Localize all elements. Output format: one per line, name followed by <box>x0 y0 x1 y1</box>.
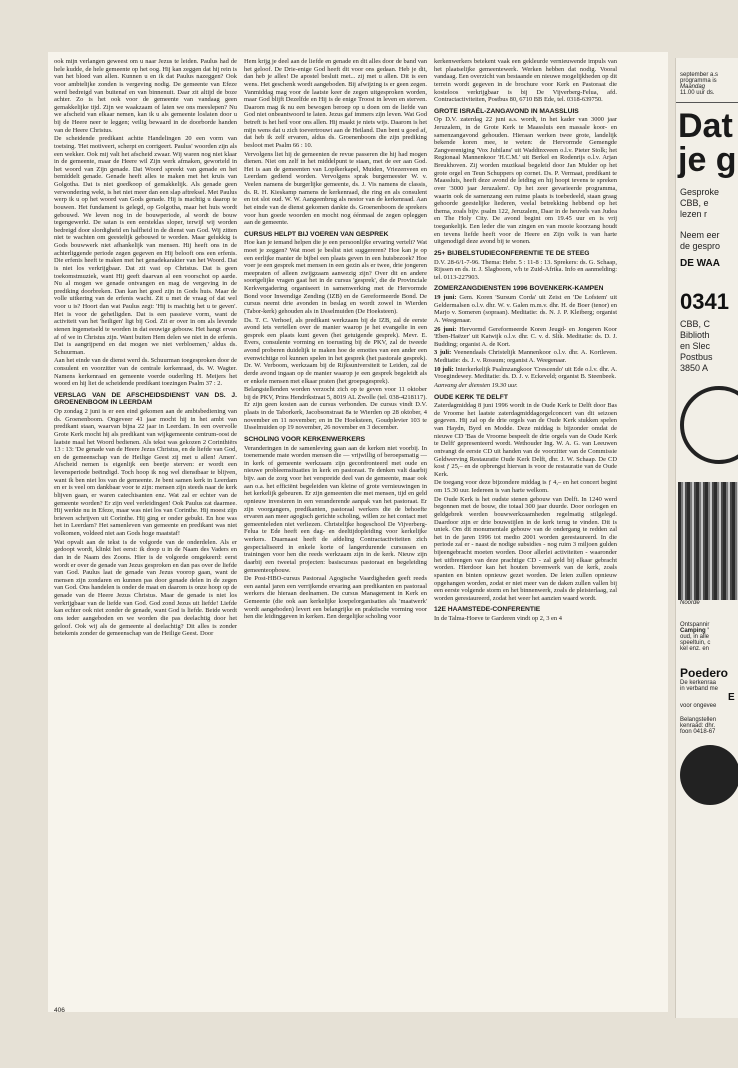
ad-text: DE WAA <box>680 258 720 269</box>
ad-address: 3850 A <box>680 363 709 373</box>
ad-address: en Slec <box>680 341 711 351</box>
page-number: 406 <box>54 1007 65 1014</box>
schedule-text: Hervormd Gereformeerde Koren Jeugd- en Jongeren Koor 'Eben-Haëzer' uit Katwijk o.l.v. dhr. C. v. d. Slik. Meditatie: ds. D. J. Budding; organist A. de Kort. <box>434 325 617 348</box>
schedule-text: Interkerkelijk Psalmzangkoor 'Crescendo' uit Ede o.l.v. dhr. A. Vroegindewey. Meditatie: ds. D. J. v. Eckeveld; organist B. Steenbeek. <box>434 365 617 381</box>
schedule-note <box>434 382 617 390</box>
ad-text: CBB, e <box>680 198 709 208</box>
paragraph: ook mijn verlangen geweest om u naar Jezus te leiden. Paulus had de hele kudde, de hele gemeente op het oog. Hij kan zeggen dat hij rein is van het bloed van allen. Kunnen u en ik dat Paulus nazeggen? Ook voor ambtelijke zonden is vergeving nodig. De gemeente van Efeze werd bedreigd van buitenaf en van binnenuit. Daar zit altijd de boze achter. Zo is het ook voor de gemeente van vandaag geen gemakkelijke tijd. Zijn we waakzaam of laten we ons meeslepen? Nu we afscheid van elkaar nemen, kan ik u als gemeente loslaten door u bij de Heere neer te leggen; veilig bewaard in de doorborde handen van de Heere Christus. <box>54 58 237 134</box>
ad-text: Neem eer <box>680 230 720 240</box>
paragraph: Op D.V. zaterdag 22 juni a.s. wordt, in het kader van 3000 jaar Jeruzalem, in de Grote Kerk te Maassluis een massale koor- en samenzangavond gehouden. Hieraan werken twee grote, landelijk bekende koren mee, te weten: de Hervormde Gemengde Zangvereniging 'Vox Jubilans' uit Waddinxveen o.l.v. Pieter Stolk; het Regionaal Mannenkoor 'H.C.M.' uit Berkel en Rodenrijs o.l.v. Arjan Breukhoven. Zij worden muzikaal begeleid door Jan Mulder op het grote orgel en Teun Schuppers op cornet. Ds. P. Vermaat, predikant te Maassluis, heeft deze avond de leiding en hij hoopt tevens te spreken over '3000 jaar Jeruzalem'. Op het zeer gevarieerde programma, waarin ook de samenzang een ruime plaats is toebedeeld, staan graag gehoorde geestelijke liederen, veelal betrekking hebbend op het thema, zoals bijv. psalm 122, Jeruzalem, Daar in de heuvels van Judea en The Holy City. De avond begint om 19.45 uur en is vrij toegankelijk. Een leder die van zingen en van mooie koorzang houdt en tevens liefde heeft voor de Heere en Zijn volk is van harte uitgenodigd deze avond bij te wonen. <box>434 116 617 246</box>
ad-text: De kerkenraa <box>680 680 717 686</box>
schedule-note-text: Aanvang der diensten 19.30 uur. <box>434 381 518 389</box>
paragraph: Aan het einde van de dienst werd ds. Schuurman toegesproken door de consulent en voorzitter van de centrale kerkenraad, ds. W. Wagter. Namens kerkenraad en gemeente voerde ouderling H. Meijers het woord en hij liet de scheidende predikant toezingen Psalm 37 : 2. <box>54 357 237 388</box>
paragraph: Vervolgens liet hij de gemeenten de revue passeren die hij had mogen dienen. Niet om zelf in het middelpunt te staan, met de eer aan God. Het is aan de gemeenten van Lopikerkapel, Muiden, Vriezenveen en Leerdam gediend worden. Vervolgens sprak burgemeester W. v. Veelen namens de burgerlijke gemeente, ds. J. Vis namens de classis, ds. R. H. Kieskamp namens de kerkenraad, die ring en als consulent en tot slot oud. W. W. Aangeenbrug als nestor van de kerkenraad. Aan het einde van de dienst gekomen dankte ds. Groenenboom de sprekers voor hun goede woorden en mocht nog éénmaal de zegen opleggen aan de gemeente. <box>244 150 427 227</box>
ad-text: Gesproke <box>680 187 720 197</box>
paragraph: D.V. 28-6/1-7-96. Thema: Hebr. 5 : 11-8 : 13. Sprekers: ds. G. Schaap, Rijssen en ds. ir. J. Slagboom, v/h te Zuid-Afrika. Info en aanmelding: tel. 0113-227903. <box>434 258 617 281</box>
paragraph: De toegang voor deze bijzondere middag is ƒ 4,– en het concert begint om 15.30 uur. Iedereen is van harte welkom. <box>434 479 617 494</box>
schedule-entry <box>434 349 617 364</box>
schedule-date: 19 juni: <box>434 294 457 302</box>
article-heading: 25+ BIJBELSTUDIECONFERENTIE TE DE STEEG <box>434 249 590 257</box>
paragraph: kerkenwerkers betekent vaak een gekleurde vernieuwende impuls van het plaatselijke gemeentewerk. Werken hebben dat nodig. Vooral vandaag. Een overzicht van bestaande en nieuwe mogelijkheden op dit terrein wordt gegeven in de brochure voor Kerk en Pastoraat die kosteloos verkrijgbaar is bij De Vijverberg-Felua, afd. Contractactiviteiten, Postbus 80, 6710 BB Ede, tel. 0318-639750. <box>434 58 617 104</box>
paragraph: Wat opvalt aan de tekst is de volgorde van de onderdelen. Als er gedoopt wordt, klinkt het eerst: ik doop u in de Naam des Vaders en dan in de Naam des Zoons. Hier is de volgorde omgekeerd: eerst wordt er over de genade van Jezus gesproken en dan pas over de liefde van God. Paulus laat de genade van Jezus voorop gaan, want de mensen zijn zondaren en kunnen pas door genade delen in de zegen van God. Ons handelen is onder de maat en daarom is onze hoop op de genade van de Heere Jezus Christus. Maar de genade is niet los verkrijgbaar van de liefde van God. God zond Jezus uit liefde! Liefde kan echter ook niet zonder de genade, want God is liefde. Beide wordt ons ieder aangeboden en we worden die pas deelachtig door het geloof. Ook wij als de gemeente al deelachtig? Dit alles is zonder betekenis zonder de gemeenschap van de Heilige Geest. Door <box>54 538 237 638</box>
paragraph: Veranderingen in de samenleving gaan aan de kerken niet voorbij. In toenemende mate worden mensen die — vrijwillig of beroepsmatig — in kerk of gemeente werkzaam zijn geconfronteerd met oude en nieuwe probleemsituaties in kerk en pastoraat. Te denken valt daarbij bijv. aan de zorg voor het verspreide deel van de gemeente, maar ook aan o.a. het efficiënt begeleiden van kleine of grote vernieuwingen in het kerkelijk gebeuren. Er zijn gemeenten die met mensen, tijd en geld opnieuw investeren in een veranderende aanpak van het pastoraat. Er zijn voorgangers, predikanten, pastoraal werkers die de behoefte ervaren aan meer agogisch gerichte scholing, willen ze het contact met gemeenteleden niet verliezen. Christelijke hogeschool De Vijverberg-Felua te Ede heeft een dag- en deeltijdopleiding voor kerkelijke werkers. Duarnaast heeft de afdeling Contractactiviteiten zich gespecialiseerd in enkele korte of langerdurende cursussen en trainingen voor hen die reeds werkzaam zijn in de kerk. Nieuw zijn daarbij een tweetal projecten: basiscursus pastoraat en begeleiding gemeenteopbouw. <box>244 444 427 574</box>
logo-ring-icon <box>680 386 738 464</box>
ad-text: in verband me <box>680 686 719 692</box>
ad-address: CBB, C <box>680 319 711 329</box>
ad-address: Biblioth <box>680 330 710 340</box>
paragraph: De Oude Kerk is het oudste stenen gebouw van Delft. In 1240 werd begonnen met de bouw, die totaal 300 jaar duurde. Door oorlogen en geldgebrek werden bouwwerkzaamheden regelmatig stilgelegd. Daardoor zijn er drie bouwstijlen in de kerk terug te vinden. Dit is uniek. Om dit monumentale gebouw van de ondergang te redden zal het in de jaren 1996 tot medio 2001 worden gerestaureerd. In die periode zal er - naast de nodige subsidies - nog ruim 3 miljoen gulden bijeengebracht moeten worden. Door allerlei activiteiten - waaronder het uitbrengen van deze prachtige CD - zal geld bij elkaar gebracht worden. Hierdoor kan het houten bovenwerk van de kerk, zoals spanten en binten opnieuw gezet worden. De leien zullen opnieuw opgehangen worden, zodat er niet meer van de daken zullen vallen bij een eerste volgende storm en het binnenwerk, zoals de pleisterlaag, zal worden gerestaureerd, zodat het weer het aanzien waard wordt. <box>434 495 617 602</box>
schedule-date: 10 juli: <box>434 365 454 373</box>
paragraph: Belangstellenden worden verzocht zich op te geven voor 11 oktober bij de PKV, Prins Hendrikstraat 5, 8019 AL Zwolle (tel. 038-4218117). Er zijn geen kosten aan de cursus verbonden. De cursus vindt D.V. plaats in de Taborkerk, Jacobsonstraat 8a te Wierden op 28 oktober, 4 november en 11 november; en in De Hoeksteen, Goudplevier 103 te IJsselmuiden op 19 november, 26 november en 3 december. <box>244 386 427 432</box>
ad-text: speeltuin, c <box>680 640 711 646</box>
schedule-entry <box>434 294 617 325</box>
ad-text: Ontspannir <box>680 622 710 628</box>
magazine-page <box>48 52 668 1012</box>
strip-text: programma is <box>680 78 717 84</box>
schedule-text: Veenendaals Christelijk Mannenkoor o.l.v. dhr. A. Kortleven. Meditatie: ds. J. v. Rossum; organist A. Weegenaar. <box>434 349 617 365</box>
schedule-entry <box>434 326 617 349</box>
ad-text: de gespro <box>680 241 721 251</box>
paragraph: Ds. T. C. Verhoef, als predikant werkzaam bij de IZB, zal de eerste avond iets vertellen over de manier waarop je het evangelie in een gesprek een plaats kunt geven (het getuigende gesprek). Mevr. E. Evers, consulente vorming en toerusting bij de PKV, zal de tweede avond proberen duidelijk te maken hoe de emoties van een ander een evenwichtige rol kunnen spelen in het gesprek (het pastorale gesprek). Dr. W. Verboom, werkzaam bij de Rijksuniversiteit te Leiden, zal de derde avond ingaan op de manier waarop je een gesprek begeleidt als er enkele mensen met elkaar praten (het groepsgesprek). <box>244 316 427 385</box>
ad-text: foon 0418-67 <box>680 729 716 735</box>
ad-heading: Poedero <box>680 666 729 680</box>
ad-text: lezen r <box>680 209 708 219</box>
photo-caption: Noorde <box>680 600 700 606</box>
ad-headline: je g <box>678 141 737 179</box>
article-heading: 12E HAAMSTEDE-CONFERENTIE <box>434 606 541 614</box>
adjacent-page-strip <box>675 58 738 1018</box>
strip-text: 11.00 uur ds. <box>680 90 715 96</box>
article-heading: VERSLAG VAN DE AFSCHEIDSDIENST VAN DS. J. GROENENBOOM IN LEERDAM <box>54 391 237 407</box>
paragraph: De Post-HBO-cursus Pastoraal Agogische Vaardigheden geeft reeds een aantal jaren een verrijkende ervaring aan predikanten en pastoraal werkers die hieraan deelnamen. De cursus Management in Kerk en Gemeente (die ook aan kerkelijke koepelorganisaties als 'maatwerk' wordt aangeboden) levert een belangrijke en praktische vorming voor hen die leidinggeven in kerken. Een dergelijke scholing voor <box>244 575 427 621</box>
article-heading: ZOMERZANGDIENSTEN 1996 BOVENKERK-KAMPEN <box>434 285 604 293</box>
column-1 <box>54 58 237 1003</box>
ad-text: Camping ' <box>680 628 709 634</box>
ad-text: E <box>728 692 735 703</box>
article-heading: SCHOLING VOOR KERKENWERKERS <box>244 435 366 443</box>
paragraph: Hem krijg je deel aan de liefde en genade en dit alles door de band van het geloof. De Drie-enige God heeft dit voor ons gedaan. Heb je dit, dan heb je alles! De apostel besluit met... zij met u allen. Dit is een wens. Het geschenk wordt aangeboden. Bij afwijzing is er geen zegen. Vanmiddag mag voor de laatste keer de zegen uitgesproken worden, maar God blijft Dezelfde en Hij is de enige Troost in leven en sterven. Daarom mag ik nu een bewogen beroep op u doen om de liefde van God niet onbeantwoord te laten. Jezus gaf immers zijn leven. Wat God betreft is het heil voor ons allen. Hij maakt je niets wijs. Daarom is het mijn wens dat u zich toevertrouwt aan de Heiland. Dan bent u goed af, dat heb ik zelf ervaren, aldus ds. Groenenboom die zijn prediking besloot met Psalm 66 : 10. <box>244 58 427 149</box>
ad-phone: 0341 <box>680 289 729 314</box>
strip-text: september a.s <box>680 72 719 78</box>
article-heading: CURSUS HELPT BIJ VOEREN VAN GESPREK <box>244 230 389 238</box>
ad-headline: Dat <box>678 107 733 145</box>
ad-address: Postbus <box>680 352 713 362</box>
column-2 <box>244 58 427 1003</box>
strip-text: Maandag <box>680 84 706 90</box>
paragraph: Hoe kan je iemand helpen die je een persoonlijke ervaring vertelt? Wat moet je zeggen? Wat moet je beslist niet suggereren? Hoe kan je op een eerlijke manier de bijbel een plaats geven in een huisbezoek? Hoe voer je een gesprek met mensen in een gezin als er twee, drie jongeren meepraten of alleen zwijgzaam aanwezig zijn? Over dit en andere soortgelijke vragen gaat het in de cursus 'gesprek', die de Provinciale Kerkvergadering organiseert in samenwerking met de Hervormde Bond voor Inwendige Zending (IZB) en de Gereformeerde Bond. De cursus neemt drie avonden in beslag en wordt zowel in Wierden (Tabor-kerk) gehouden als in IJsselmuiden (De Hoeksteen). <box>244 239 427 315</box>
schedule-text: Gem. Koren 'Sursum Corda' uit Zeist en 'De Lofstem' uit Geldermalsen o.l.v. dhr. W. v. Galen m.m.v. dhr. H. de Boer (tenor) en Marjo v. Someren (sopraan). Meditatie: ds. N. J. P. Kleiberg; organist A. Weegenaar. <box>434 294 617 324</box>
paragraph: Op zondag 2 juni is er een eind gekomen aan de ambtsbediening van ds. Groenenboom. Ongeveer 41 jaar mocht hij in het ambt van predikant staan, waarvan bijna 22 jaar in Leerdam. In een overvolle Grote Kerk mocht hij als predikant van wijkgemeente centrum-oost de laatste maal het Woord bedienen. Als tekst was gekozen 2 Corinthiërs 13 : 13: 'De genade van de Heere Jezus Christus, en de liefde van God, en de gemeenschap van de Heilige Geest zij met u allen! Amen'. Afscheid nemen is eigenlijk een beetje sterven: er wordt een levensperiode beëindigd. Toch hoop ik nog wel dienstbaar te blijven, want ik ben niet los van de gemeente. Je bent samen kerk in Leerdam en er is veel om dankbaar voor te zijn: mensen zijn steeds naar de kerk blijven gaan, er waren catechisanten enz. Wat zal er echter van de gemeente worden? Er zijn veel verleidingen! Ook Paulus zat daarmee. Hij werkte nu in Efeze, maar was niet los van Corinthe. Hij moest zijn brieven schrijven uit Corinthe. Hij ging er onder gebukt. En hoe was het in Leerdam? Het samenleven van gemeente en predikant was niet volkomen, voldeed niet aan Gods hoge maatstaf! <box>54 408 237 538</box>
paragraph: De scheidende predikant achtte Handelingen 20 een vorm van toetsing. 'Het motiveert, scherpt en corrigeert. Paulus' woorden zijn als een wekker. Ook mij valt het afscheid zwaar. Wij waren nog niet klaar in de gemeente, maar de Heere wil Zijn werk afmaken, geworteld in het woord van Zijn genade. Dat Woord spreekt van genade en het bemiddelt genade. Genade heeft alles te maken met het kruis van Golgotha. Dat is niet goedkoop of gemakkelijk. Als genade geen verwondering wekt, is het niet meer dan een slap aftreksel. Met Paulus werp ik u op het woord van Gods genade. Hij is machtig u daarop te bouwen. Het fundament is gelegd, op Golgotha, maar het huis wordt gebouwd. We leven nog in de bouwperiode, al wordt de bouw tegengewerkt. De satan is een eersteklas sloper, terwijl wij worden bedreigd door slordigheid en halfheid in de dienst van God. Wij zitten niet te wachten om geestelijk gebouwd te worden. Maar gelukkig is Gods bouwwerk niet afhankelijk van mensen. Hij heeft ons in de achterliggende periode zegen gegeven en Hij belooft ons een erfenis. Die erfenis heeft te maken met het genadekarakter van het Woord. Dat is niet los verkrijgbaar. Dat zit vast op Christus. Dat is geen toekomstmuziek, want Hij geeft daarvan al een voorschot op aarde. Nu al mogen we genade ontvangen en mag de vergeving in de prediking doorbreken. Dan kan het goed zijn in Gods huis. Maar de volle uitkering van de erfenis wacht. Zit u met de vraag of dat wel voor u is? Hoort dan wat Paulus zegt: 'Hij is machtig het u te geven'. Het is voor de geheiligden. Dat is een passieve vorm, want de activiteit van het 'heiligen' ligt bij God. Zit er over in om als levende stenen ingemetseld te worden in dat eeuwige gebouw. Het hangt ervan af of we in Christus zijn. Want buiten Hem delen we niet in de erfenis. Dat is aangrijpend en dat mogen we niet verbloemen,' aldus ds. Schuurman. <box>54 135 237 356</box>
article-heading: GROTE ISRAËL-ZANGAVOND IN MAASSLUIS <box>434 107 579 115</box>
schedule-date: 26 juni: <box>434 325 457 333</box>
seal-logo-icon <box>680 745 738 805</box>
ad-text: voor ongevee <box>680 703 717 709</box>
ad-text: kel enz. en <box>680 646 710 652</box>
ad-text: oud, in alle <box>680 634 710 640</box>
schedule-date: 3 juli: <box>434 349 452 357</box>
article-heading: OUDE KERK TE DELFT <box>434 393 508 401</box>
paragraph: Zaterdagmiddag 8 juni 1996 wordt in de Oude Kerk te Delft door Bas de Vroome het laatste zaterdagmiddagorgelconcert van dit seizoen gegeven. Hij zal op de drie orgels van de Oude Kerk stukken spelen van Haydn, Byrd en Modde. Deze middag is bijzonder omdat de nieuwe CD 'Bas de Vroome bespeelt de drie orgels van de Oude Kerk te Delft' gepresenteerd wordt. Wethouder Ing. W. A. G. van Leeuwen ontvangt de eerste CD uit handen van de voorzitter van de Commissie Geldwerving Restauratie Oude Kerk Delft, dhr. J. W. Schaap. De CD kost ƒ 25,– en de opbrengst hiervan is voor de restauratie van de Oude Kerk. <box>434 402 617 478</box>
column-3 <box>434 58 617 1003</box>
building-photo <box>678 482 738 600</box>
ad-text: kenraad: dhr. <box>680 723 716 729</box>
paragraph: In de Talma-Hoeve te Garderen vindt op 2, 3 en 4 <box>434 614 562 622</box>
ad-text: Belangstellen <box>680 717 717 723</box>
schedule-entry <box>434 366 617 381</box>
